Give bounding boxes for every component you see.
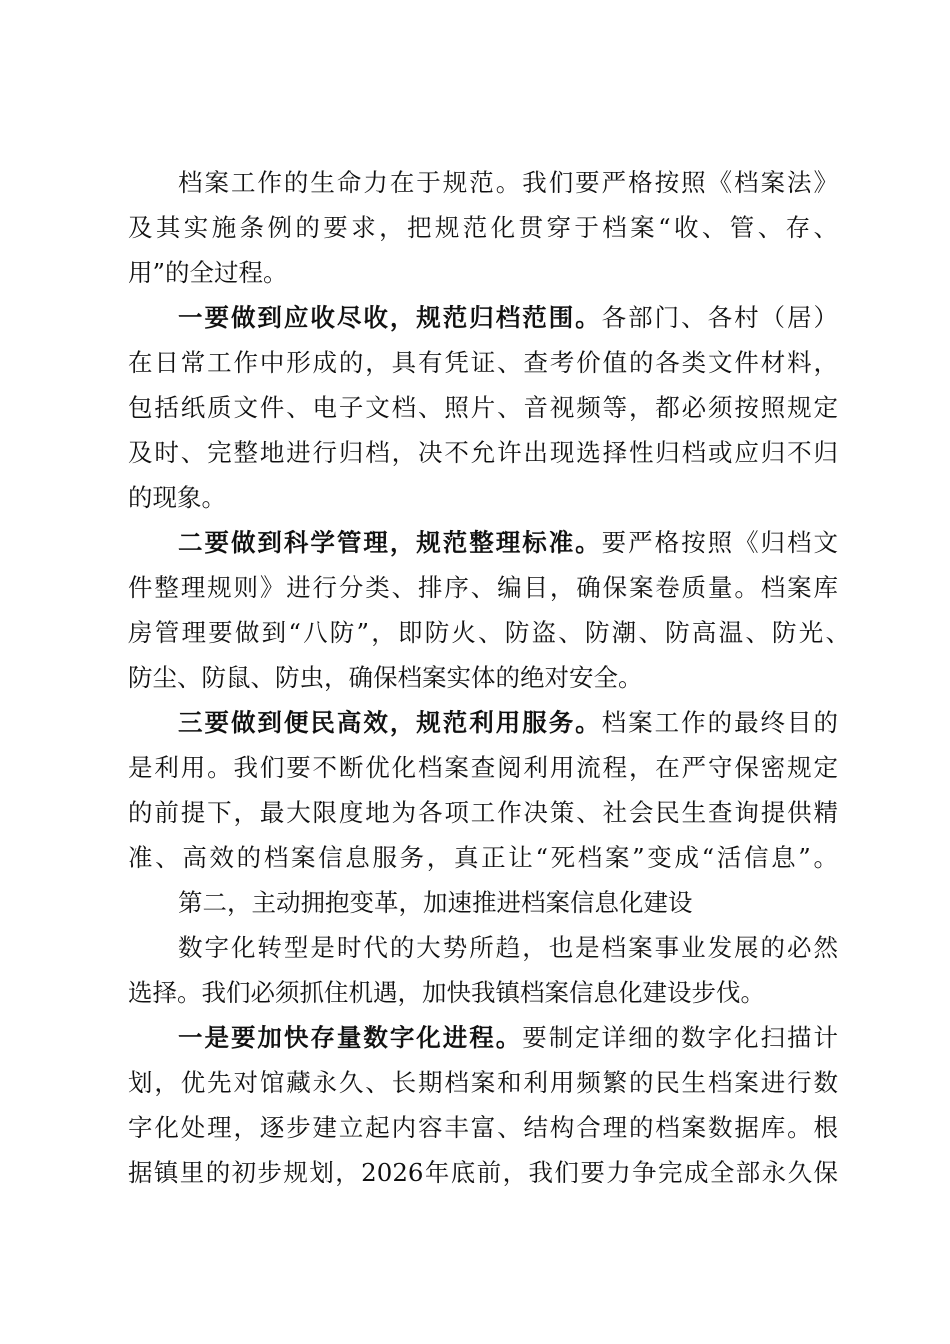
paragraph-line	[128, 973, 838, 1013]
line-text: 的现象。	[128, 483, 226, 512]
paragraph-line	[128, 613, 850, 653]
bold-lead-text: 二要做到科学管理，规范整理标准。	[178, 528, 602, 557]
line-text: 的前提下，最大限度地为各项工作决策、社会民生查询提供精	[128, 798, 838, 827]
bold-lead-text: 一是要加快存量数字化进程。	[178, 1023, 523, 1052]
paragraph-line	[178, 1018, 838, 1058]
line-text: 及其实施条例的要求，把规范化贯穿于档案“收、管、存、	[128, 213, 838, 242]
paragraph-line	[128, 388, 838, 428]
paragraph-line	[128, 1153, 838, 1193]
line-text: 数字化转型是时代的大势所趋，也是档案事业发展的必然	[178, 933, 838, 962]
line-text: 档案工作的最终目的	[601, 708, 839, 737]
line-text: 第二，主动拥抱变革，加速推进档案信息化建设	[178, 888, 693, 917]
paragraph-line	[128, 478, 838, 518]
paragraph-line	[128, 343, 838, 383]
paragraph-line	[128, 208, 838, 248]
paragraph-line	[128, 1063, 838, 1103]
line-text: 选择。我们必须抓住机遇，加快我镇档案信息化建设步伐。	[128, 978, 765, 1007]
paragraph-line	[128, 658, 838, 698]
paragraph-line	[178, 298, 838, 338]
line-text: 据镇里的初步规划，2026年底前，我们要力争完成全部永久保	[128, 1158, 838, 1187]
paragraph-line	[178, 523, 838, 563]
line-text: 包括纸质文件、电子文档、照片、音视频等，都必须按照规定	[128, 393, 838, 422]
line-text: 是利用。我们要不断优化档案查阅利用流程，在严守保密规定	[128, 753, 838, 782]
line-text: 字化处理，逐步建立起内容丰富、结构合理的档案数据库。根	[128, 1113, 838, 1142]
line-text: 用”的全过程。	[128, 258, 288, 287]
line-text: 要制定详细的数字化扫描计	[522, 1023, 839, 1052]
paragraph-line	[128, 793, 838, 833]
paragraph-line	[178, 928, 838, 968]
paragraph-line	[178, 163, 838, 203]
line-text: 在日常工作中形成的，具有凭证、查考价值的各类文件材料，	[128, 348, 838, 377]
paragraph-line	[128, 568, 838, 608]
paragraph-line	[128, 433, 838, 473]
line-text: 及时、完整地进行归档，决不允许出现选择性归档或应归不归	[128, 438, 838, 467]
line-text: 准、高效的档案信息服务，真正让“死档案”变成“活信息”。	[128, 843, 838, 872]
section-heading	[178, 883, 838, 923]
paragraph-line	[128, 838, 838, 878]
line-text: 划，优先对馆藏永久、长期档案和利用频繁的民生档案进行数	[128, 1068, 838, 1097]
bold-lead-text: 一要做到应收尽收，规范归档范围。	[178, 303, 602, 332]
line-text: 要严格按照《归档文	[601, 528, 839, 557]
line-text: 各部门、各村（居）	[601, 303, 839, 332]
line-text: 防尘、防鼠、防虫，确保档案实体的绝对安全。	[128, 663, 643, 692]
line-text: 档案工作的生命力在于规范。我们要严格按照《档案法》	[178, 168, 838, 197]
line-text: 房管理要做到“八防”，即防火、防盗、防潮、防高温、防光、	[128, 618, 850, 647]
line-text: 件整理规则》进行分类、排序、编目，确保案卷质量。档案库	[128, 573, 838, 602]
paragraph-line	[128, 1108, 838, 1148]
paragraph-line	[128, 253, 838, 293]
paragraph-line	[178, 703, 838, 743]
paragraph-line	[128, 748, 838, 788]
bold-lead-text: 三要做到便民高效，规范利用服务。	[178, 708, 602, 737]
